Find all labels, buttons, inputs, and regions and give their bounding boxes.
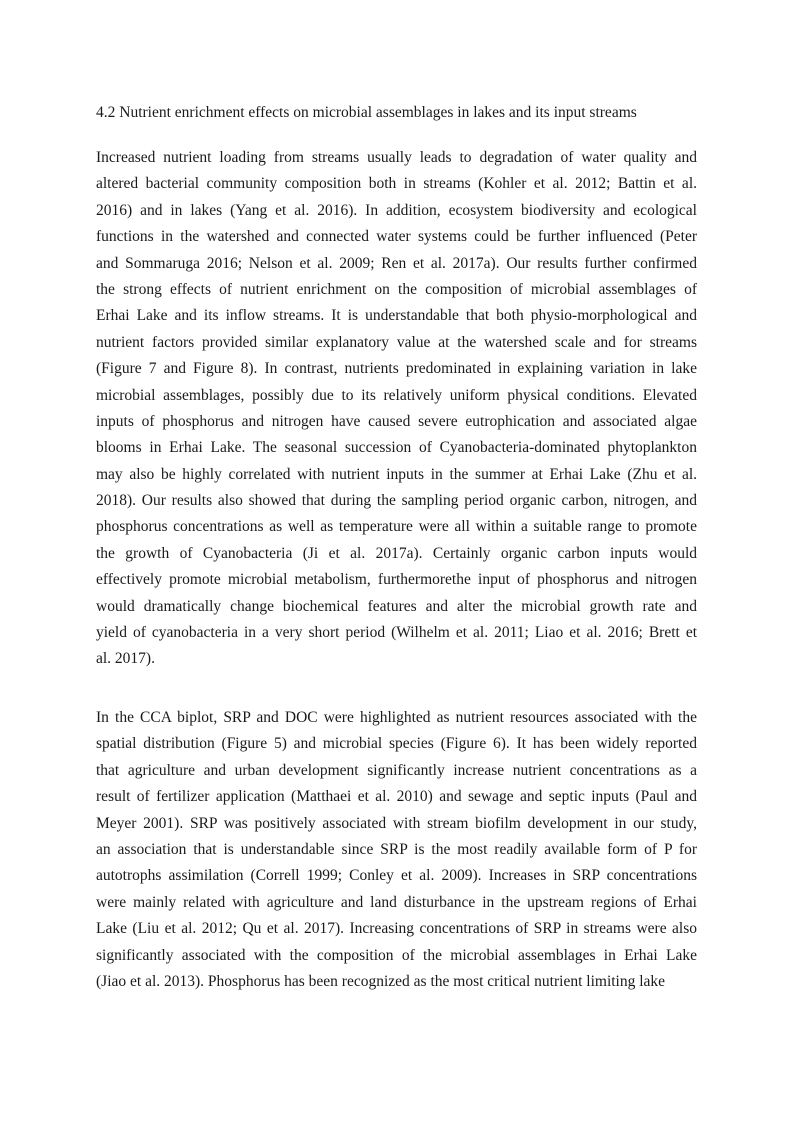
paragraph-line: that agriculture and urban development significantly increase nutrient concentrations as a <box>96 761 697 779</box>
paragraph-line: would dramatically change biochemical features and alter the microbial growth rate and <box>96 597 697 615</box>
paragraph-line: the strong effects of nutrient enrichment on the composition of microbial assemblages of <box>96 280 697 298</box>
paragraph-cca-biplot <box>96 705 697 995</box>
paragraph-line: the growth of Cyanobacteria (Ji et al. 2017a). Certainly organic carbon inputs would <box>96 544 697 562</box>
paragraph-line: yield of cyanobacteria in a very short period (Wilhelm et al. 2011; Liao et al. 2016; Brett et <box>96 624 697 642</box>
paragraph-line: spatial distribution (Figure 5) and microbial species (Figure 6). It has been widely reported <box>96 735 697 753</box>
paragraph-line: significantly associated with the composition of the microbial assemblages in Erhai Lake <box>96 946 697 964</box>
paragraph-line: microbial assemblages, possibly due to its relatively uniform physical conditions. Elevated <box>96 386 697 404</box>
paragraph-line: nutrient factors provided similar explanatory value at the watershed scale and for streams <box>96 333 697 351</box>
paragraph-line: (Jiao et al. 2013). Phosphorus has been recognized as the most critical nutrient limiting lake <box>96 972 666 990</box>
paragraph-line: al. 2017). <box>96 650 155 668</box>
paragraph-line: and Sommaruga 2016; Nelson et al. 2009; Ren et al. 2017a). Our results further confirmed <box>96 254 697 272</box>
paragraph-line: Meyer 2001). SRP was positively associated with stream biofilm development in our study, <box>96 814 697 832</box>
paragraph-line: functions in the watershed and connected water systems could be further influenced (Peter <box>96 228 697 246</box>
paragraph-line: (Figure 7 and Figure 8). In contrast, nutrients predominated in explaining variation in lake <box>96 360 697 378</box>
paragraph-line: autotrophs assimilation (Correll 1999; Conley et al. 2009). Increases in SRP concentrations <box>96 867 697 885</box>
paragraph-line: In the CCA biplot, SRP and DOC were highlighted as nutrient resources associated with the <box>96 709 697 726</box>
paragraph-line: may also be highly correlated with nutrient inputs in the summer at Erhai Lake (Zhu et al. <box>96 465 697 483</box>
paragraph-line: Erhai Lake and its inflow streams. It is understandable that both physio-morphological and <box>96 307 697 325</box>
paragraph-line: 2018). Our results also showed that during the sampling period organic carbon, nitrogen, and <box>96 492 697 510</box>
paragraph-line: effectively promote microbial metabolism, furthermorethe input of phosphorus and nitrogen <box>96 571 697 589</box>
section-heading: 4.2 Nutrient enrichment effects on microbial assemblages in lakes and its input streams <box>96 104 637 121</box>
paragraph-line: 2016) and in lakes (Yang et al. 2016). In addition, ecosystem biodiversity and ecological <box>96 201 697 219</box>
paragraph-line: inputs of phosphorus and nitrogen have caused severe eutrophication and associated algae <box>96 412 697 430</box>
paragraph-line: Increased nutrient loading from streams usually leads to degradation of water quality and <box>96 149 697 166</box>
paragraph-line: result of fertilizer application (Matthaei et al. 2010) and sewage and septic inputs (Paul and <box>96 788 697 806</box>
paragraph-nutrient-loading <box>96 145 697 673</box>
paragraph-line: an association that is understandable since SRP is the most readily available form of P for <box>96 840 697 858</box>
paragraph-line: Lake (Liu et al. 2012; Qu et al. 2017). Increasing concentrations of SRP in streams were also <box>96 920 697 938</box>
paragraph-line: phosphorus concentrations as well as temperature were all within a suitable range to promote <box>96 518 697 536</box>
paragraph-line: were mainly related with agriculture and land disturbance in the upstream regions of Erhai <box>96 893 697 911</box>
paragraph-line: altered bacterial community composition both in streams (Kohler et al. 2012; Battin et al. <box>96 175 697 193</box>
paragraph-line: blooms in Erhai Lake. The seasonal succession of Cyanobacteria-dominated phytoplankton <box>96 439 697 457</box>
